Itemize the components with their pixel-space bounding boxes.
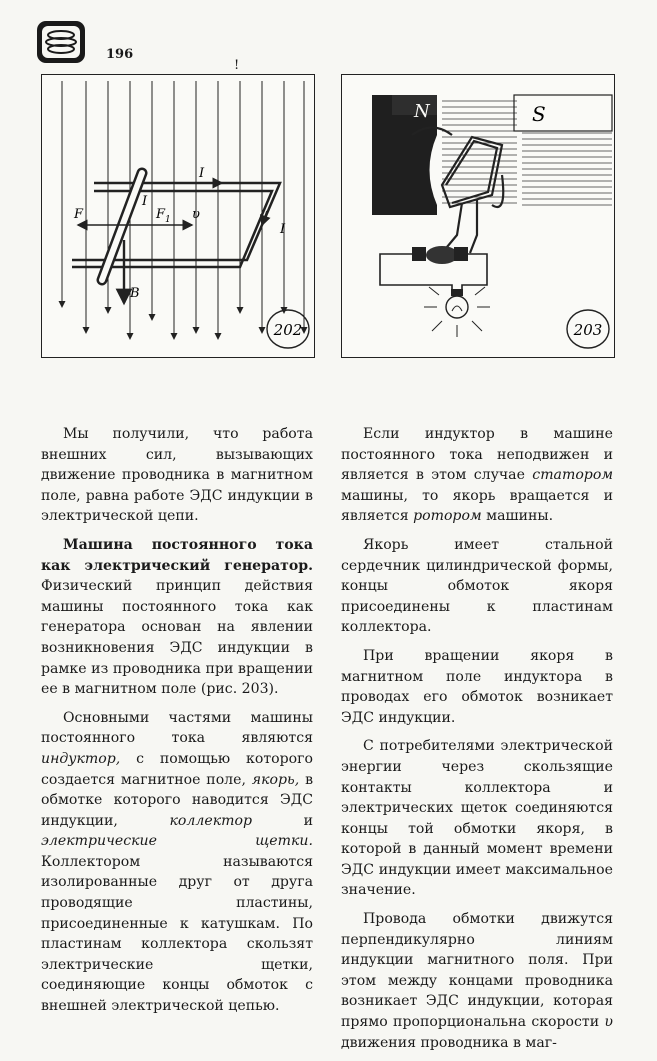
label-force-f1-sub: 1 (165, 215, 171, 225)
symbol-velocity: υ (604, 1014, 613, 1031)
label-north: N (414, 101, 430, 122)
term-inductor: индуктор, (41, 750, 121, 767)
label-current-top: I (199, 166, 205, 181)
term-stator: статором (532, 467, 613, 484)
figure-203 (341, 74, 615, 358)
paragraph: С потребителями электрической энергии через скользящие контакты коллектора и электрических щеток соединяются концы той обмотки якоря, в которой в данный момент времени ЭДС индукции имеет максимальное значение. (341, 738, 613, 899)
figure-203-number: 203 (573, 321, 603, 339)
page-number: 196 (106, 47, 134, 62)
field-hatching (442, 101, 517, 203)
label-force-f1: F (156, 207, 166, 222)
label-induction-b: B (130, 286, 140, 301)
paragraph: При вращении якоря в магнитном поле индуктора в проводах его обмоток возникает ЭДС индукции. (341, 647, 613, 726)
page-mark: ! (234, 58, 240, 73)
paragraph: Мы получили, что работа внешних сил, вызывающих движение проводника в магнитном поле, равна работе ЭДС индукции в электрической цепи. (41, 426, 313, 525)
term-brushes: электрические щетки. (41, 833, 313, 850)
magnet-south (514, 95, 612, 215)
paragraph: Если индуктор в машине постоянного тока неподвижен и является в этом случае статором машины, то якорь вращается и является ротором машины. (341, 426, 613, 525)
label-south: S (532, 102, 546, 126)
commutator (412, 246, 468, 264)
lamp-icon (446, 289, 468, 318)
term-commutator: коллектор (169, 812, 252, 829)
figure-202 (41, 74, 315, 358)
label-force-f: F (74, 207, 84, 222)
book-logo-icon (36, 20, 86, 64)
paragraph: Якорь имеет стальной сердечник цилиндрической формы, концы обмоток якоря присоединены к пластинам коллектора. (341, 536, 613, 636)
label-current-mid: I (142, 194, 148, 209)
paragraph: Машина постоянного тока как электрический генератор. Физический принцип действия машины постоянного тока как генератора основан на явлении возникновения ЭДС индукции в рамке из проводника при вращении ее в магнитном поле (рис. 203). (41, 536, 313, 698)
label-current-right: I (280, 222, 286, 237)
label-velocity: υ (192, 207, 200, 222)
term-armature: якорь, (251, 771, 300, 788)
term-rotor: ротором (413, 508, 482, 525)
left-text-column (41, 424, 313, 1025)
paragraph: Основными частями машины постоянного тока являются индуктор, с помощью которого создается магнитное поле, якорь, в обмотке которого наводится ЭДС индукции, коллектор и электрические щетки. Коллектором называются изолированные друг от друга проводящие пластины, присоединенные к катушкам. По пластинам коллектора скользят электрические щетки, соединяющие концы обмоток с внешней электрической цепью. (41, 709, 314, 1015)
paragraph: Провода обмотки движутся перпендикулярно линиям индукции магнитного поля. При этом между концами проводника возникает ЭДС индукции, которая прямо пропорциональна скорости υ движения проводника в маг- (341, 911, 613, 1051)
right-text-column (341, 424, 613, 1061)
section-heading: Машина постоянного тока как электрический генератор. (41, 536, 313, 574)
figure-202-number: 202 (273, 321, 303, 339)
